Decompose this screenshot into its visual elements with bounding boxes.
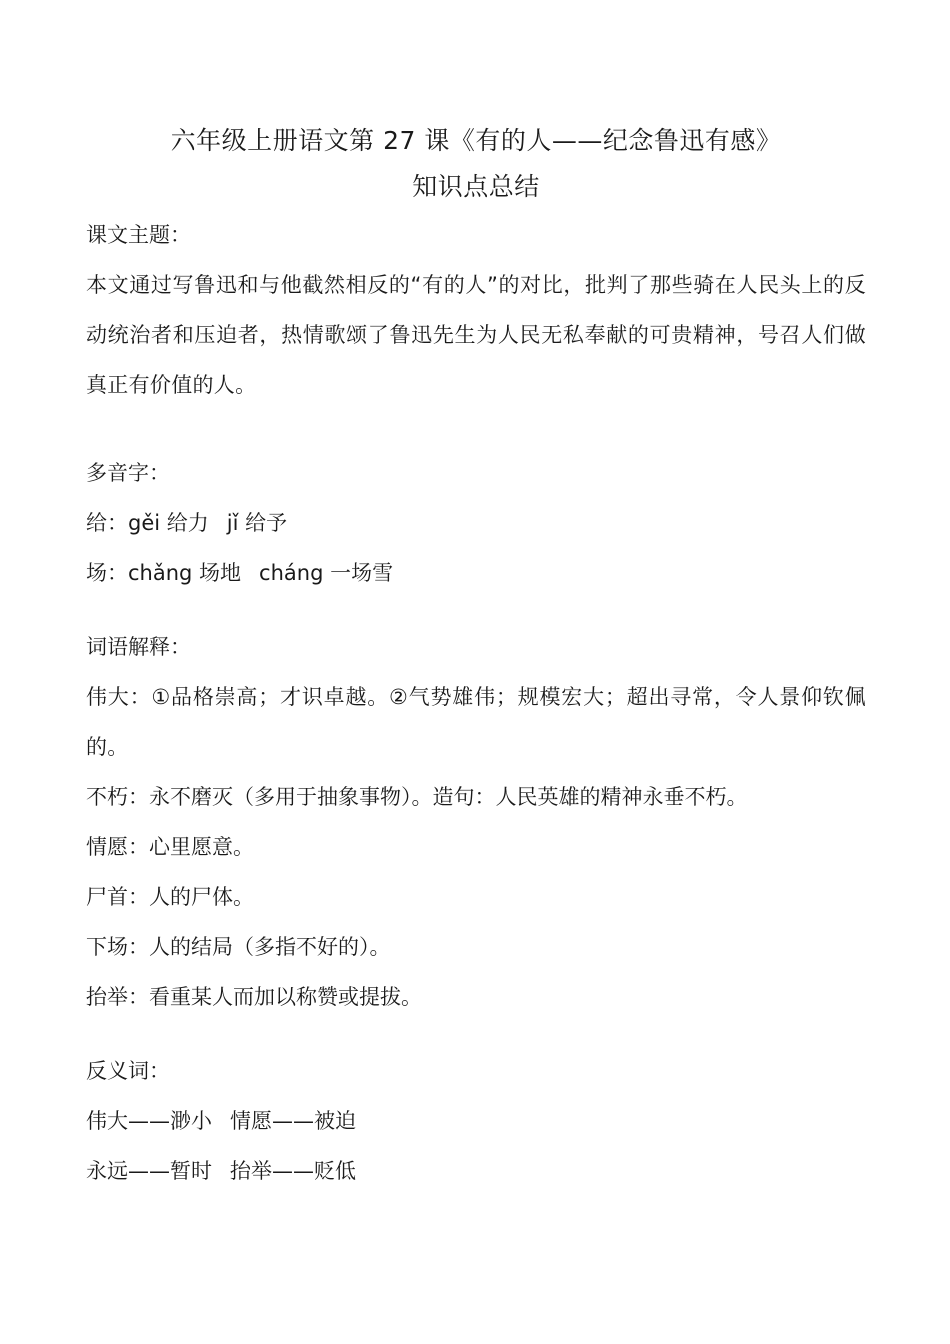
antonym-row xyxy=(86,1096,866,1146)
antonym-pair: 永远——暂时 xyxy=(86,1159,212,1183)
vocabulary-item: 伟大：①品格崇高；才识卓越。②气势雄伟；规模宏大；超出寻常，令人景仰钦佩的。 xyxy=(86,685,866,759)
polyphonic-reading: jǐ 给予 xyxy=(226,511,288,535)
vocabulary-item: 情愿：心里愿意。 xyxy=(86,835,254,859)
antonym-pair: 情愿——被迫 xyxy=(230,1109,356,1133)
polyphonic-char: 给： xyxy=(86,511,128,535)
vocabulary-item: 尸首：人的尸体。 xyxy=(86,885,254,909)
title-line-1: 六年级上册语文第 27 课《有的人——纪念鲁迅有感》 xyxy=(170,126,782,155)
vocabulary-heading: 词语解释： xyxy=(86,635,191,659)
antonym-pair: 抬举——贬低 xyxy=(230,1159,356,1183)
vocabulary-item: 抬举：看重某人而加以称赞或提拔。 xyxy=(86,985,422,1009)
document-page xyxy=(86,118,866,1196)
vocabulary-item: 下场：人的结局（多指不好的）。 xyxy=(86,935,391,959)
antonyms-heading: 反义词： xyxy=(86,1059,170,1083)
polyphonic-item xyxy=(86,498,866,548)
polyphonic-reading: chǎng 场地 xyxy=(128,561,242,585)
vocabulary-item: 不朽：永不磨灭（多用于抽象事物）。造句：人民英雄的精神永垂不朽。 xyxy=(86,785,748,809)
antonym-pair: 伟大——渺小 xyxy=(86,1109,212,1133)
polyphonic-reading: cháng 一场雪 xyxy=(259,561,394,585)
theme-heading: 课文主题： xyxy=(86,223,191,247)
theme-text: 本文通过写鲁迅和与他截然相反的“有的人”的对比，批判了那些骑在人民头上的反动统治者和压迫者，热情歌颂了鲁迅先生为人民无私奉献的可贵精神，号召人们做真正有价值的人。 xyxy=(86,273,866,397)
polyphonic-item xyxy=(86,548,866,598)
polyphonic-char: 场： xyxy=(86,561,128,585)
polyphonic-heading: 多音字： xyxy=(86,461,170,485)
polyphonic-reading: gěi 给力 xyxy=(128,511,209,535)
title-line-2: 知识点总结 xyxy=(412,172,540,201)
antonym-row xyxy=(86,1146,866,1196)
